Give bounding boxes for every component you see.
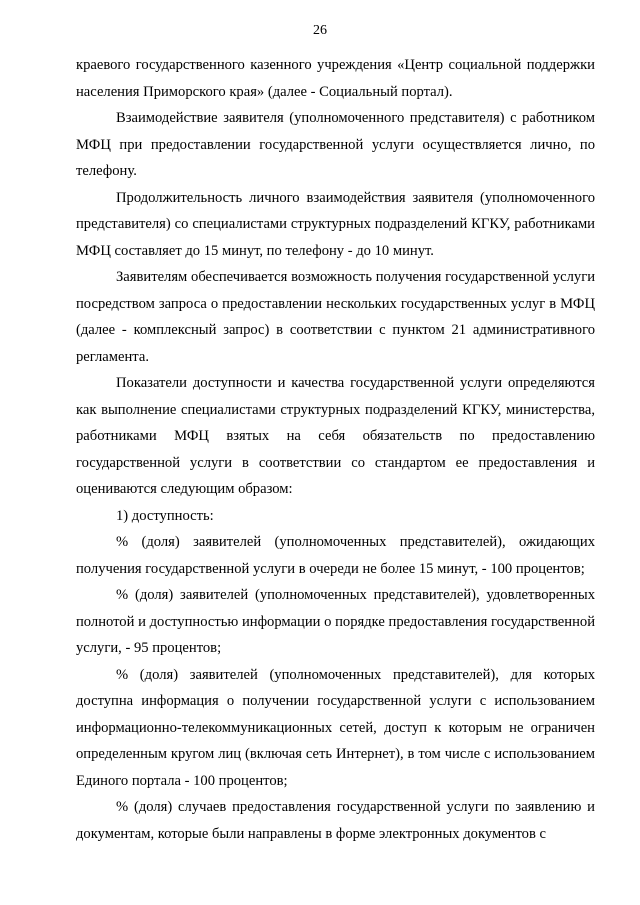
paragraph-electronic-cases-share: % (доля) случаев предоставления государственной услуги по заявлению и документам, которые были направлены в форме электронных документов с bbox=[76, 799, 595, 842]
paragraph-satisfied-share: % (доля) заявителей (уполномоченных представителей), удовлетворенных полнотой и доступностью информации о порядке предоставления государственной услуги, - 95 процентов; bbox=[76, 587, 595, 656]
paragraph-interaction: Взаимодействие заявителя (уполномоченного представителя) с работником МФЦ при предоставлении государственной услуги осуществляется лично, по телефону. bbox=[76, 110, 595, 179]
document-body bbox=[76, 52, 595, 847]
paragraph-social-portal: краевого государственного казенного учреждения «Центр социальной поддержки населения Приморского края» (далее - Социальный портал). bbox=[76, 57, 595, 100]
paragraph-online-info-share: % (доля) заявителей (уполномоченных представителей), для которых доступна информация о получении государственной услуги с использованием информационно-телекоммуникационных сетей, доступ к которым не ограничен определенным кругом лиц (включая сеть Интернет), в том числе с использованием Единого портала - 100 процентов; bbox=[76, 666, 595, 789]
paragraph-quality-indicators: Показатели доступности и качества государственной услуги определяются как выполнение специалистами структурных подразделений КГКУ, министерства, работниками МФЦ взятых на себя обязательств по предоставлению государственной услуги в соответствии со стандартом ее предоставления и оцениваются следующим образом: bbox=[76, 375, 595, 497]
paragraph-accessibility-heading: 1) доступность: bbox=[116, 507, 214, 524]
paragraph-duration: Продолжительность личного взаимодействия заявителя (уполномоченного представителя) со специалистами структурных подразделений КГКУ, работниками МФЦ составляет до 15 минут, по телефону - до 10 минут. bbox=[76, 189, 595, 259]
paragraph-complex-request: Заявителям обеспечивается возможность получения государственной услуги посредством запроса о предоставлении нескольких государственных услуг в МФЦ (далее - комплексный запрос) в соответствии с пунктом 21 административного регламента. bbox=[76, 269, 595, 365]
paragraph-waiting-share: % (доля) заявителей (уполномоченных представителей), ожидающих получения государственной услуги в очереди не более 15 минут, - 100 процентов; bbox=[76, 534, 595, 577]
page-number: 26 bbox=[313, 23, 327, 38]
